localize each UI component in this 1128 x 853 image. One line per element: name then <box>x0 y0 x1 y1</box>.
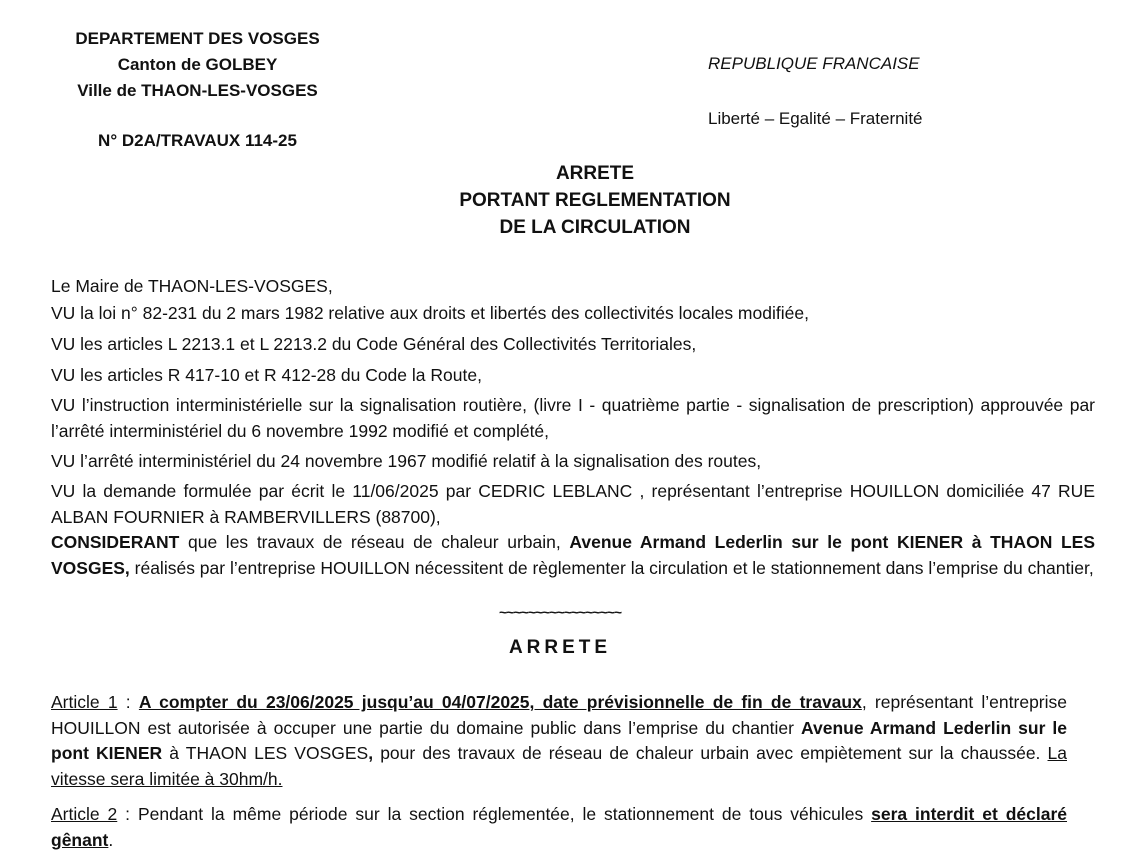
article-1-speed-limit: La vitesse sera limitée à 30hm/h. <box>51 743 1067 789</box>
article-1-location: Avenue Armand Lederlin sur le pont KIENER <box>51 717 1067 763</box>
vu-arrete-1967: VU l’arrêté interministériel du 24 novembre 1967 modifié relatif à la signalisation des routes, <box>51 451 762 471</box>
article-2-end: . <box>108 829 114 850</box>
republic-motto: Liberté – Egalité – Fraternité <box>708 109 923 128</box>
header-administration <box>60 26 335 104</box>
article-1-text-2: à THAON LES VOSGES <box>162 743 369 763</box>
article-1-separator: : <box>117 692 139 712</box>
title-line-2: PORTANT REGLEMENTATION <box>459 190 731 211</box>
document-title <box>390 160 800 241</box>
vu-cgct: VU les articles L 2213.1 et L 2213.2 du Code Général des Collectivités Territoriales, <box>51 334 697 354</box>
separator: ~~~~~~~~~~~~~~~~~ <box>499 604 621 620</box>
article-1-text-1: , représentant l’entreprise HOUILLON est autorisée à occuper une partie du domaine public dans l’emprise du chantier <box>51 692 1067 738</box>
considerant-text-1: que les travaux de réseau de chaleur urbain, <box>179 532 570 552</box>
vu-instruction: VU l’instruction interministérielle sur la signalisation routière, (livre I - quatrième partie - signalisation de prescription) approuvée par l’arrêté interministériel du 6 novembre 1992 modifié et complété, <box>51 395 1095 441</box>
arrete-heading: ARRETE <box>508 637 612 658</box>
article-2-text: : Pendant la même période sur la section réglementée, le stationnement de tous véhicules <box>117 804 872 824</box>
considerant-label: CONSIDERANT <box>51 532 180 552</box>
article-2 <box>51 802 1067 853</box>
article-1-comma: , <box>368 743 374 763</box>
title-line-1: ARRETE <box>555 163 635 184</box>
considerant-text-2: réalisés par l’entreprise HOUILLON nécessitent de règlementer la circulation et le stationnement dans l’emprise du chantier, <box>129 557 1094 578</box>
decree-number: N° D2A/TRAVAUX 114-25 <box>98 131 297 150</box>
title-line-3: DE LA CIRCULATION <box>499 217 691 238</box>
article-2-label: Article 2 <box>51 804 118 824</box>
canton-name: Canton de GOLBEY <box>117 55 278 74</box>
vu-demande: VU la demande formulée par écrit le 11/06/2025 par CEDRIC LEBLANC , représentant l’entreprise HOUILLON domiciliée 47 RUE ALBAN FOURNIER à RAMBERVILLERS (88700), <box>51 481 1095 527</box>
maire-line: Le Maire de THAON-LES-VOSGES, <box>51 276 333 296</box>
article-2-prohibition: sera interdit et déclaré gênant <box>51 804 1068 850</box>
vu-loi-1982: VU la loi n° 82-231 du 2 mars 1982 relative aux droits et libertés des collectivités locales modifiée, <box>51 303 809 323</box>
considerant-paragraph <box>51 530 1095 581</box>
article-1-period: A compter du 23/06/2025 jusqu’au 04/07/2025, date prévisionnelle de fin de travaux <box>138 692 862 712</box>
vu-code-route: VU les articles R 417-10 et R 412-28 du Code la Route, <box>51 365 482 385</box>
article-1-label: Article 1 <box>51 692 118 712</box>
department-name: DEPARTEMENT DES VOSGES <box>75 29 320 48</box>
considerant-location: Avenue Armand Lederlin sur le pont KIENER à THAON LES VOSGES, <box>51 532 1095 578</box>
article-1-text-3: pour des travaux de réseau de chaleur urbain avec empiètement sur la chaussée. <box>373 743 1048 763</box>
republic-label: REPUBLIQUE FRANCAISE <box>708 54 920 73</box>
city-name: Ville de THAON-LES-VOSGES <box>77 81 318 100</box>
article-1 <box>51 690 1067 792</box>
